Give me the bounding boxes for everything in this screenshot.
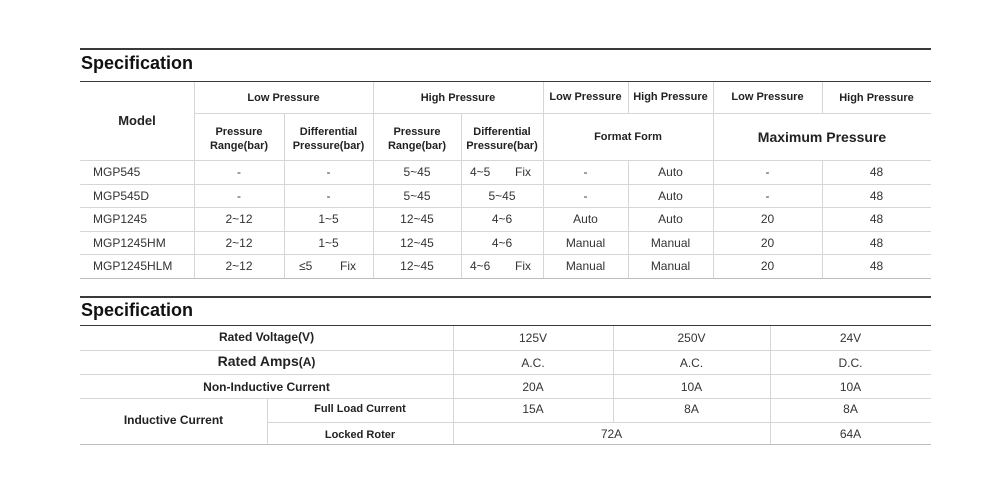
full-load-v1: 15A	[522, 402, 544, 416]
t2-hline	[80, 398, 931, 399]
format-low-cell: Manual	[565, 236, 606, 250]
t1-bottom-rule	[80, 278, 931, 279]
rated-voltage-250: 250V	[677, 331, 706, 345]
format-low-cell: Auto	[573, 212, 598, 226]
t1-hline	[80, 231, 931, 232]
max-high-cell: 48	[869, 189, 884, 203]
non-inductive-v1: 20A	[522, 380, 544, 394]
t1-hline	[80, 184, 931, 185]
non-inductive-label: Non-Inductive Current	[203, 380, 330, 394]
max-high-cell: 48	[869, 212, 884, 226]
format-high-cell: Manual	[650, 259, 691, 273]
hp-diff-cell: 4~5	[470, 165, 491, 179]
lp-range-header-line2: Range(bar)	[209, 140, 269, 152]
max-high-cell: 48	[869, 259, 884, 273]
format-low-cell: -	[583, 189, 588, 203]
hp-diff-header	[461, 125, 543, 153]
format-form-header: Format Form	[594, 131, 662, 143]
lp-diff-cell: 1~5	[318, 212, 339, 226]
hp-diff-cell: 4~6	[470, 259, 491, 273]
group-high-pressure: High Pressure	[420, 92, 496, 104]
table2-title: Specification	[81, 300, 194, 320]
rated-amps-unit: (A)	[298, 355, 316, 369]
model-cell: MGP545	[93, 165, 141, 179]
rated-amps-v2: A.C.	[679, 356, 704, 370]
hp-diff-header-line1: Differential	[473, 126, 531, 138]
t2-hline	[80, 374, 931, 375]
full-load-v3: 8A	[843, 402, 858, 416]
model-cell: MGP1245HLM	[93, 259, 173, 273]
model-cell: MGP1245	[93, 212, 148, 226]
max-pressure-header: Maximum Pressure	[757, 129, 887, 145]
full-load-label: Full Load Current	[314, 403, 406, 415]
format-high-cell: Manual	[650, 236, 691, 250]
lp-range-cell: -	[237, 189, 241, 203]
max-high-header: High Pressure	[839, 92, 914, 104]
lp-diff-cell: ≤5	[299, 259, 313, 273]
lp-range-cell: 2~12	[225, 236, 253, 250]
hp-diff-cell: 4~6	[491, 236, 513, 250]
inductive-current-label: Inductive Current	[123, 413, 224, 427]
hp-range-header-line1: Pressure	[393, 126, 441, 138]
max-low-header: Low Pressure	[731, 91, 804, 103]
non-inductive-v2: 10A	[680, 380, 703, 394]
lp-diff-cell: -	[326, 165, 331, 179]
t2-hline	[267, 422, 931, 423]
format-high-cell: Auto	[658, 212, 683, 226]
rated-voltage-125: 125V	[518, 331, 548, 345]
model-cell: MGP1245HM	[93, 236, 166, 250]
lp-diff-cell: 1~5	[318, 236, 339, 250]
lp-range-cell: 2~12	[225, 212, 253, 226]
max-low-cell: -	[765, 165, 770, 179]
rated-amps-text: Rated Amps	[217, 353, 299, 369]
max-low-cell: 20	[760, 236, 775, 250]
hp-range-header	[373, 125, 461, 153]
full-load-v2: 8A	[684, 402, 699, 416]
lp-diff-cell: -	[326, 189, 331, 203]
hp-diff-cell: 4~6	[491, 212, 513, 226]
table2-header-rule	[80, 325, 931, 326]
t2-hline	[80, 350, 931, 351]
format-low-cell: Manual	[565, 259, 606, 273]
table1-title: Specification	[81, 53, 194, 73]
table2-bottom-rule	[80, 444, 931, 445]
format-low-header: Low Pressure	[549, 91, 622, 103]
lp-range-cell: -	[237, 165, 241, 179]
max-low-cell: 20	[760, 212, 775, 226]
model-header: Model	[118, 113, 156, 128]
t1-hline	[80, 160, 931, 161]
lp-range-header-line1: Pressure	[215, 126, 263, 138]
lp-range-cell: 2~12	[225, 259, 253, 273]
t1-hline	[80, 207, 931, 208]
lp-diff-header	[284, 125, 373, 153]
lp-diff-header-line2: Pressure(bar)	[292, 140, 365, 152]
non-inductive-v3: 10A	[839, 380, 862, 394]
locked-roter-label: Locked Roter	[324, 429, 396, 441]
hp-range-cell: 5~45	[403, 165, 431, 179]
rated-voltage-label: Rated Voltage(V)	[218, 330, 315, 344]
table1-header-rule	[80, 81, 931, 82]
max-low-cell: -	[765, 189, 770, 203]
t1-hline	[80, 254, 931, 255]
group-low-pressure: Low Pressure	[247, 92, 320, 104]
hp-diff-note: Fix	[515, 165, 531, 179]
format-high-cell: Auto	[658, 165, 683, 179]
max-high-cell: 48	[869, 236, 884, 250]
locked-roter-v12: 72A	[600, 427, 623, 441]
rated-voltage-24: 24V	[839, 331, 862, 345]
table1-top-rule	[80, 48, 931, 50]
hp-diff-note: Fix	[515, 259, 531, 273]
hp-diff-header-line2: Pressure(bar)	[466, 140, 538, 152]
hp-range-header-line2: Range(bar)	[387, 140, 447, 152]
hp-range-cell: 12~45	[400, 212, 434, 226]
locked-roter-v3: 64A	[839, 427, 862, 441]
hp-range-cell: 12~45	[400, 236, 434, 250]
rated-amps-label	[80, 353, 453, 369]
hp-range-cell: 12~45	[400, 259, 434, 273]
max-high-cell: 48	[869, 165, 884, 179]
hp-range-cell: 5~45	[403, 189, 431, 203]
lp-diff-note: Fix	[340, 259, 356, 273]
t1-hline	[194, 113, 931, 114]
max-low-cell: 20	[760, 259, 775, 273]
model-cell: MGP545D	[93, 189, 150, 203]
table2-top-rule	[80, 296, 931, 298]
hp-diff-cell: 5~45	[488, 189, 516, 203]
rated-amps-v1: A.C.	[521, 356, 545, 370]
format-high-header: High Pressure	[633, 91, 708, 103]
lp-range-header	[194, 125, 284, 153]
format-high-cell: Auto	[658, 189, 683, 203]
lp-diff-header-line1: Differential	[299, 126, 358, 138]
format-low-cell: -	[583, 165, 588, 179]
rated-amps-v3: D.C.	[838, 356, 863, 370]
